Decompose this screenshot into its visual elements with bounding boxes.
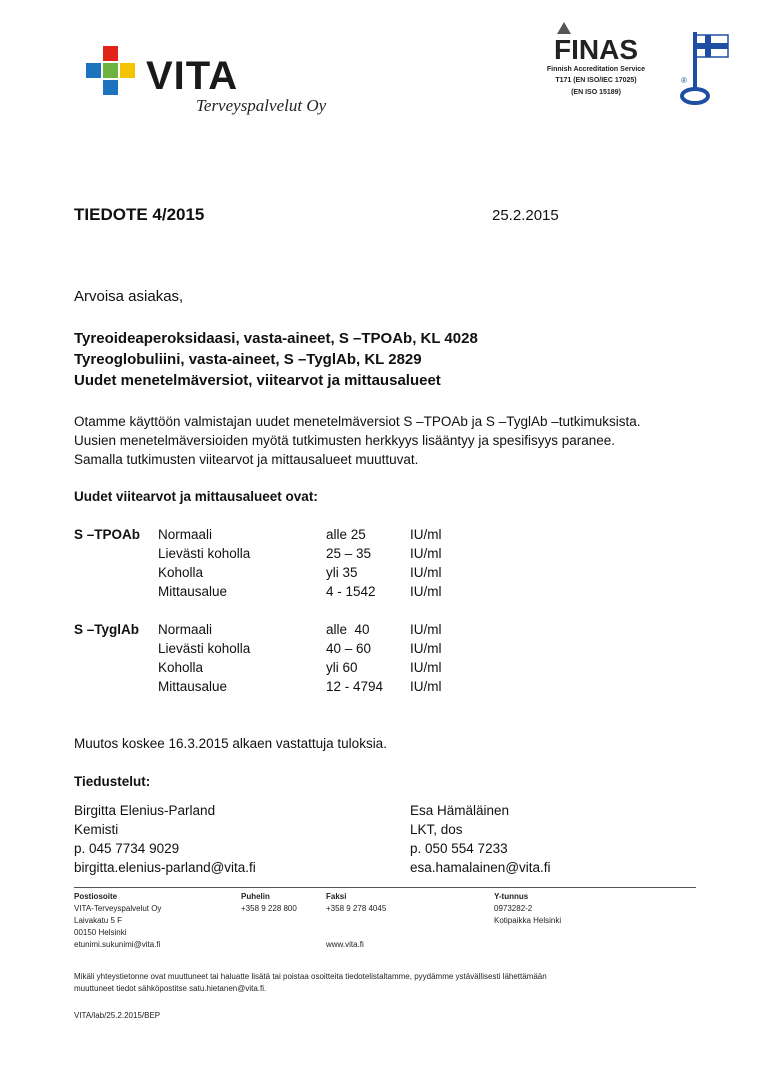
heading-tpoab: Tyreoideaperoksidaasi, vasta-aineet, S –TPOAb, KL 4028 [74, 330, 478, 347]
vita-cross-icon [86, 46, 136, 96]
row-value: alle 40 [326, 622, 370, 637]
vita-logo [86, 46, 336, 116]
table-row [74, 677, 470, 696]
footer-phone [241, 891, 297, 915]
contact-block [74, 801, 256, 877]
footer-label: Puhelin [241, 892, 270, 901]
footer-text: 00150 Helsinki [74, 928, 127, 937]
tpoab-reference-table [74, 525, 470, 601]
footer-fax [326, 891, 386, 951]
topic-headings [74, 328, 478, 391]
table-row [74, 563, 470, 582]
row-label: Mittausalue [158, 584, 228, 599]
footer-note [74, 971, 547, 995]
finas-logo [536, 22, 656, 102]
row-unit: IU/ml [410, 679, 442, 694]
footer-web-link[interactable]: www.vita.fi [326, 940, 364, 949]
logo-subtitle: Terveyspalvelut Oy [196, 96, 327, 115]
row-unit: IU/ml [410, 622, 442, 637]
bulletin-date: 25.2.2015 [492, 207, 559, 224]
document-reference: VITA/lab/25.2.2015/BEP [74, 1011, 161, 1020]
row-label: Lievästi koholla [158, 641, 251, 656]
row-unit: IU/ml [410, 660, 442, 675]
footer-label: Faksi [326, 892, 347, 901]
heading-new-versions: Uudet menetelmäversiot, viitearvot ja mittausalueet [74, 372, 441, 389]
change-note: Muutos koskee 16.3.2015 alkaen vastattuja tuloksia. [74, 736, 387, 751]
row-label: Mittausalue [158, 679, 228, 694]
row-label: Lievästi koholla [158, 546, 251, 561]
table-row [74, 639, 470, 658]
finas-service: Finnish Accreditation Service [546, 66, 646, 73]
row-value: 4 - 1542 [326, 584, 376, 599]
row-unit: IU/ml [410, 565, 442, 580]
contact-title: LKT, dos [410, 822, 463, 837]
footer-address [74, 891, 161, 951]
footer-label: Y-tunnus [494, 892, 529, 901]
row-value: 12 - 4794 [326, 679, 384, 694]
row-value: yli 60 [326, 660, 358, 675]
inquiries-label: Tiedustelut: [74, 774, 151, 789]
key-flag-icon [676, 30, 736, 110]
contact-phone: p. 050 554 7233 [410, 841, 508, 856]
finas-code-2: (EN ISO 15189) [571, 89, 621, 96]
row-label: Koholla [158, 565, 204, 580]
finas-triangle-icon [557, 22, 571, 34]
row-label: Normaali [158, 622, 213, 637]
footer-text: 0973282-2 [494, 904, 533, 913]
contact-email[interactable]: birgitta.elenius-parland@vita.fi [74, 860, 256, 875]
row-unit: IU/ml [410, 584, 442, 599]
row-value: 25 – 35 [326, 546, 372, 561]
contact-phone: p. 045 7734 9029 [74, 841, 180, 856]
footer-text: VITA-Terveyspalvelut Oy [74, 904, 162, 913]
tyglab-reference-table [74, 620, 470, 696]
footer-text: +358 9 278 4045 [326, 904, 387, 913]
footer-text: Laivakatu 5 F [74, 916, 123, 925]
paragraph-line: Otamme käyttöön valmistajan uudet menetelmäversiot S –TPOAb ja S –TyglAb –tutkimuksista. [74, 414, 641, 429]
footer-text: +358 9 228 800 [241, 904, 297, 913]
footer-email[interactable]: etunimi.sukunimi@vita.fi [74, 940, 161, 949]
logo-wordmark: VITA [146, 54, 239, 98]
row-label: Koholla [158, 660, 204, 675]
registered-mark: ® [681, 76, 687, 85]
table-row [74, 525, 470, 544]
footer-ytunnus [494, 891, 561, 927]
bulletin-title: TIEDOTE 4/2015 [74, 205, 205, 224]
heading-tyglab: Tyreoglobuliini, vasta-aineet, S –TyglAb, KL 2829 [74, 351, 422, 368]
contact-block [410, 801, 551, 877]
test-name: S –TyglAb [74, 622, 140, 637]
row-label: Normaali [158, 527, 213, 542]
finas-wordmark: FINAS [554, 34, 638, 65]
table-row [74, 582, 470, 601]
row-value: alle 25 [326, 527, 366, 542]
paragraph-line: Uusien menetelmäversioiden myötä tutkimusten herkkyys lisääntyy ja spesifisyys paranee. [74, 433, 615, 448]
table-row [74, 658, 470, 677]
footer-text: Kotipaikka Helsinki [494, 916, 562, 925]
footer-note-line: muuttuneet tiedot sähköpostitse satu.hietanen@vita.fi. [74, 984, 267, 993]
contact-title: Kemisti [74, 822, 119, 837]
greeting: Arvoisa asiakas, [74, 288, 184, 305]
reference-subheading: Uudet viitearvot ja mittausalueet ovat: [74, 489, 318, 504]
footer-divider [74, 887, 696, 888]
contact-name: Birgitta Elenius-Parland [74, 803, 216, 818]
paragraph-line: Samalla tutkimusten viitearvot ja mittausalueet muuttuvat. [74, 452, 419, 467]
contact-name: Esa Hämäläinen [410, 803, 510, 818]
table-row [74, 620, 470, 639]
intro-paragraph [74, 412, 641, 469]
finas-code-1: T171 (EN ISO/IEC 17025) [555, 77, 637, 84]
contact-email[interactable]: esa.hamalainen@vita.fi [410, 860, 551, 875]
test-name: S –TPOAb [74, 527, 141, 542]
footer-label: Postiosoite [74, 892, 118, 901]
row-value: 40 – 60 [326, 641, 372, 656]
row-unit: IU/ml [410, 527, 442, 542]
row-unit: IU/ml [410, 546, 442, 561]
row-unit: IU/ml [410, 641, 442, 656]
footer-note-line: Mikäli yhteystietonne ovat muuttuneet tai haluatte lisätä tai poistaa osoitteita tiedotelistaltamme, pyydämme ystävällisesti lähettämään [74, 972, 547, 981]
table-row [74, 544, 470, 563]
row-value: yli 35 [326, 565, 358, 580]
